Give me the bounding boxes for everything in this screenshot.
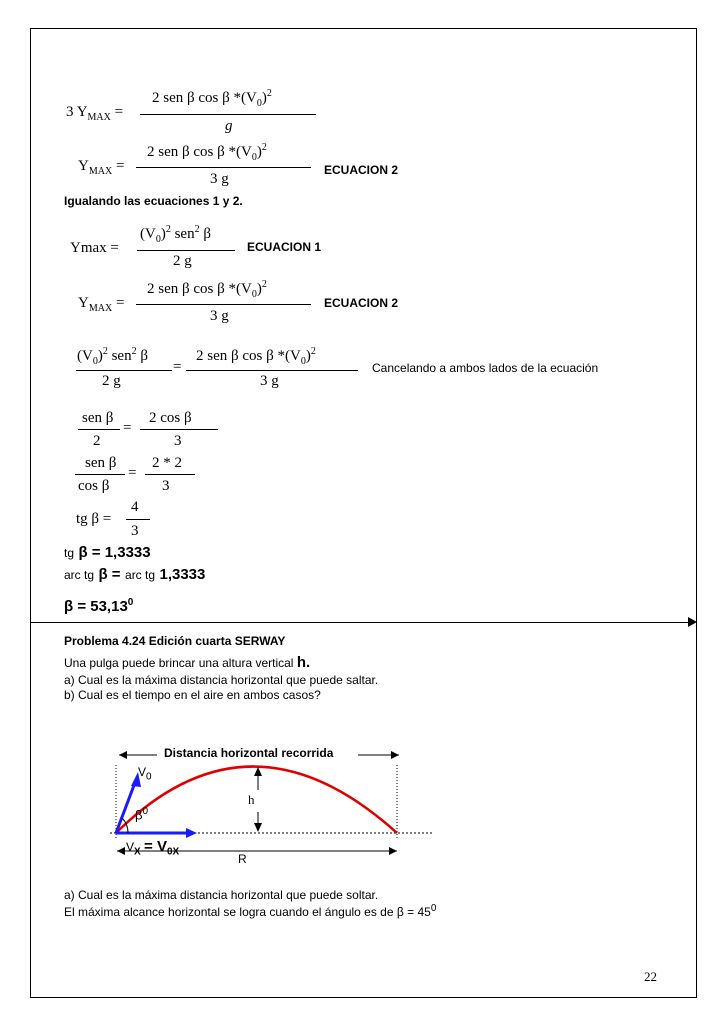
eq-lhs: tg β = [76,511,112,527]
label-v0: $V_0$ [138,765,152,783]
eq-numerator: 2 sen β cos β $*(V_0)^2$ [147,142,267,163]
eq-numerator: 4 [131,499,139,515]
eq-left-numerator: sen β [85,455,117,471]
problem-line3: b) Cual es el tiempo en el aire en ambos casos? [64,688,321,702]
result-tg: tg β = 1,3333 [64,544,151,561]
distance-arrowhead-left-icon [119,751,127,759]
page-number: 22 [644,969,657,984]
result-arctg: arc tg β = arc tg 1,3333 [64,566,206,583]
label-distance: Distancia horizontal recorrida [164,746,334,760]
height-arrowhead-up-icon [254,767,262,776]
eq-left-numerator: $(V_0)^2$ sen$^2$ β [77,346,148,367]
equals-sign: = [123,420,132,436]
height-arrowhead-down-icon [254,823,262,832]
eq-lhs: $Y_{MAX}$ = [78,295,125,314]
eq-denominator: 3 g [210,308,229,324]
eq-right-denominator: 3 g [260,373,279,389]
problem-line1: Una pulga puede brincar una altura vertical h. [64,654,311,671]
result-beta: $\beta = 53,13^0$ [64,597,134,615]
eq-numerator: $(V_0)^2$ sen$^2$ β [140,224,211,245]
eq-lhs: 3 $Y_{MAX}$ = [66,104,124,123]
answer-line2: El máxima alcance horizontal se logra cuando el ángulo es de $\beta = 45^0$ [64,903,437,919]
label-vx: $V_X = V_{0X}$ [126,838,180,858]
eq-right-denominator: 3 [174,433,182,449]
eq-denominator: 3 [131,523,139,539]
eq-lhs: Ymax = [70,240,119,256]
equation-label: ECUACION 2 [324,296,399,310]
eq-right-numerator: 2 * 2 [152,455,182,471]
igualando-text: Igualando las ecuaciones 1 y 2. [64,194,243,208]
vx-arrowhead-icon [186,828,197,838]
label-h: h [248,792,255,807]
equation-label: ECUACION 1 [247,240,322,254]
equals-sign: = [128,465,137,481]
eq-left-denominator: 2 [93,433,101,449]
eq-right-numerator: 2 sen β cos β $*(V_0)^2$ [196,346,316,367]
range-arrowhead-right-icon [389,847,397,855]
cancel-note: Cancelando a ambos lados de la ecuación [372,361,599,375]
eq-right-denominator: 3 [162,478,170,494]
eq-denominator: g [225,118,233,134]
distance-arrowhead-right-icon [391,751,399,759]
eq-left-numerator: sen β [82,410,114,426]
eq-left-denominator: cos β [78,478,110,494]
problem-title: Problema 4.24 Edición cuarta SERWAY [64,634,286,648]
eq-numerator: 2 sen β cos β $*(V_0)^2$ [152,88,272,109]
equals-sign: = [173,359,182,375]
eq-right-numerator: 2 cos β [149,410,192,426]
eq-denominator: 3 g [210,171,229,187]
eq-numerator: 2 sen β cos β $*(V_0)^2$ [147,279,267,300]
problem-line2: a) Cual es la máxima distancia horizontal que puede saltar. [64,673,379,687]
answer-line1: a) Cual es la máxima distancia horizontal que puede soltar. [64,888,379,902]
eq-lhs: $Y_{MAX}$ = [78,158,125,177]
range-arrowhead-left-icon [117,847,125,855]
label-r: R [232,852,253,866]
label-beta: $\beta^0$ [135,806,149,823]
eq-left-denominator: 2 g [102,373,121,389]
equation-label: ECUACION 2 [324,163,399,177]
eq-denominator: 2 g [173,253,192,269]
